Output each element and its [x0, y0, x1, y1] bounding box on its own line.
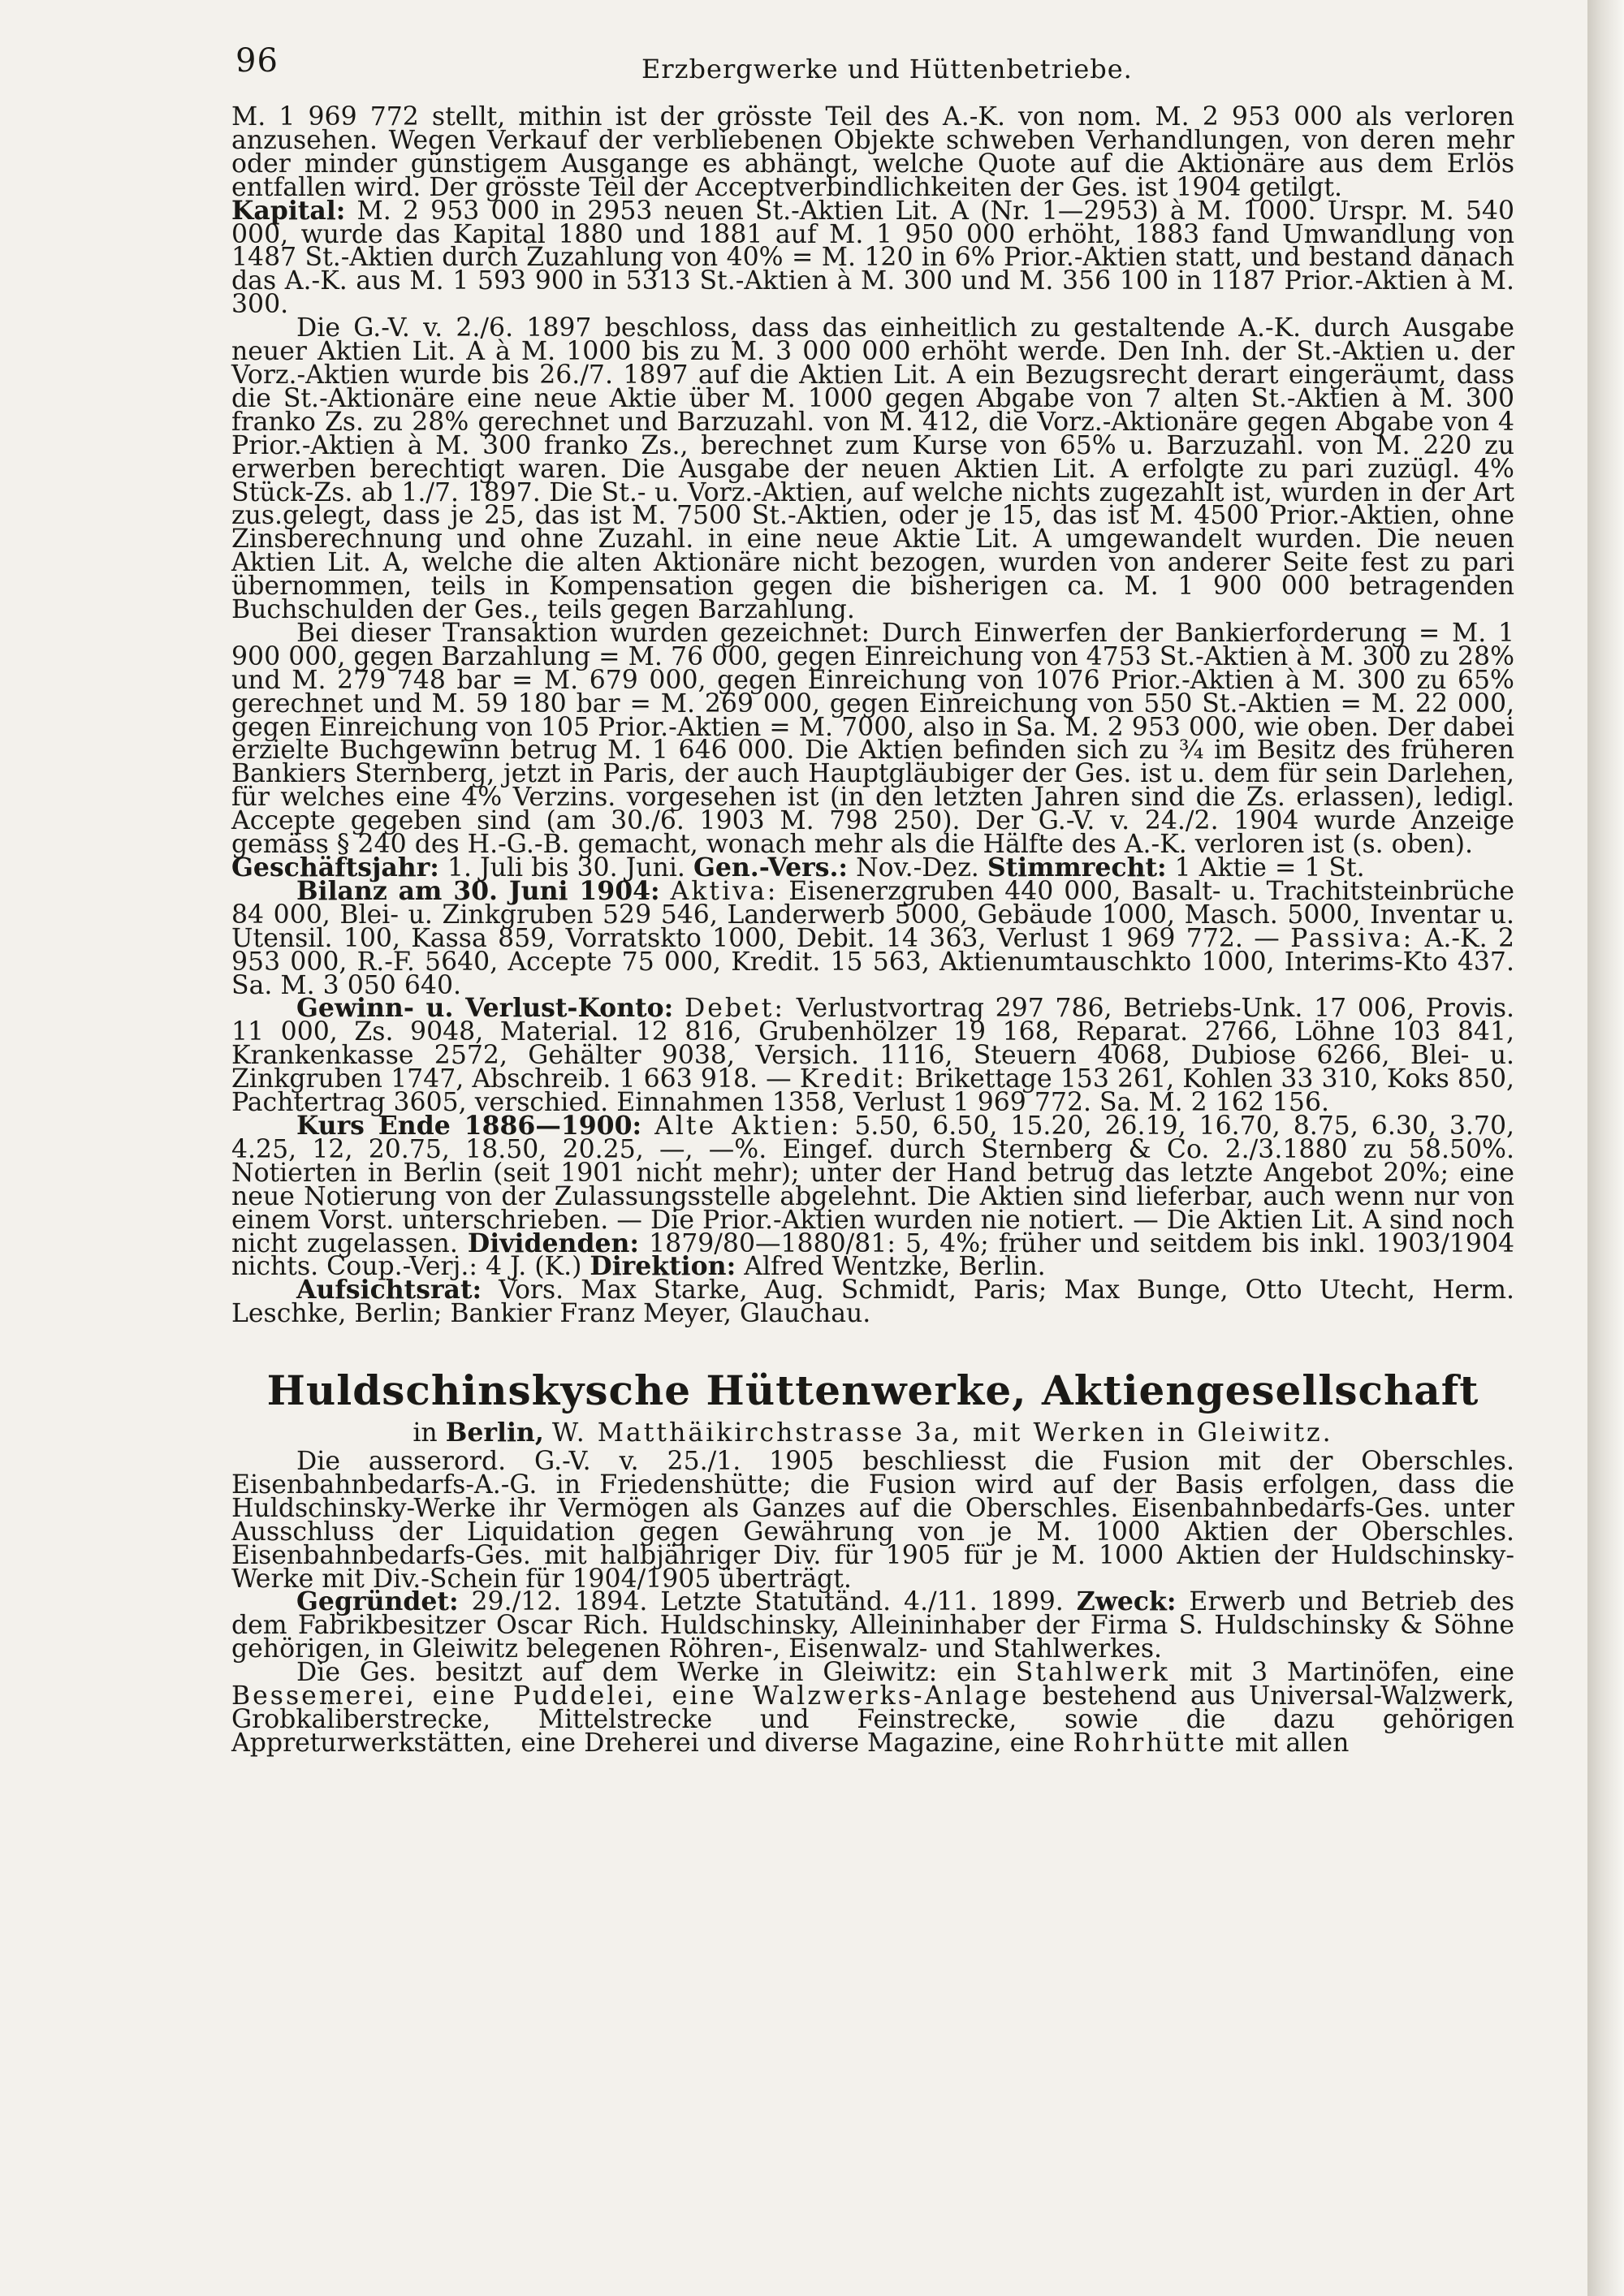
paragraph-gv-1897: Die G.-V. v. 2./6. 1897 beschloss, dass das einheitlich zu gestaltende A.-K. durch Ausgabe neuer Aktien Lit. A à M. 1000 bis zu M. 3 000 000 erhöht werde. Den Inh. der St.-Aktien u. der Vorz.-Aktien wurde bis 26./7. 1897 auf die Aktien Lit. A ein Bezugsrecht derart eingeräumt, dass die St.-Aktionäre eine neue Aktie über M. 1000 gegen Abgabe von 7 alten St.-Aktien à M. 300 franko Zs. zu 28% gerechnet und Barzuzahl. von M. 412, die Vorz.-Aktionäre gegen Abgabe von 4 Prior.-Aktien à M. 300 franko Zs., berechnet zum Kurse von 65% u. Barzuzahl. von M. 220 zu erwerben berechtigt waren. Die Ausgabe der neuen Aktien Lit. A erfolgte zu pari zuzügl. 4% Stück-Zs. ab 1./7. 1897. Die St.- u. Vorz.-Aktien, auf welche nichts zugezahlt ist, wurden in der Art zus.gelegt, dass je 25, das ist M. 7500 St.-Aktien, oder je 15, das ist M. 4500 Prior.-Aktien, ohne Zinsberechnung und ohne Zuzahl. in eine neue Aktie Lit. A umgewandelt wurden. Die neuen Aktien Lit. A, welche die alten Aktionäre nicht bezogen, wurden von anderer Seite fest zu pari übernommen, teils in Kompensation gegen die bisherigen ca. M. 1 900 000 betragenden Buchschulden der Ges., teils gegen Barzahlung.	[231, 313, 1514, 625]
label-kapital: Kapital:	[231, 195, 346, 226]
text-stimmrecht: 1 Aktie = 1 St.	[1174, 853, 1365, 883]
paragraph-fusion: Die ausserord. G.-V. v. 25./1. 1905 beschliesst die Fusion mit der Oberschles. Eisenbahnbedarfs-A.-G. in Friedenshütte; die Fusion wird auf der Basis erfolgen, dass die Huldschinsky-Werke ihr Vermögen als Ganzes auf die Oberschles. Eisenbahnbedarfs-Ges. unter Ausschluss der Liquidation gegen Gewährung von je M. 1000 Aktien der Oberschles. Eisenbahnbedarfs-Ges. mit halbjähriger Div. für 1905 für je M. 1000 Aktien der Huldschinsky-Werke mit Div.-Schein für 1904/1905 überträgt.	[231, 1447, 1514, 1594]
text-passiva: A.-K. 2 953 000, R.-F. 5640, Accepte 75 000, Kredit. 15 563, Aktienumtauschkto 1000, Interims-Kto 437. Sa. M. 3 050 640.	[231, 923, 1515, 1000]
page-header	[235, 42, 1535, 91]
text-bessemerei: Bessemerei, eine Puddelei, eine Walzwerks-Anlage	[231, 1681, 1030, 1711]
company-location	[231, 1418, 1514, 1448]
text-gegruendet: 29./12. 1894. Letzte Statutänd. 4./11. 1899.	[471, 1587, 1064, 1617]
label-guv: Gewinn- u. Verlust-Konto:	[296, 993, 674, 1024]
label-stimmrecht: Stimmrecht:	[987, 852, 1167, 883]
text-direktion: Alfred Wentzke, Berlin.	[744, 1252, 1046, 1282]
paragraph-guv	[231, 993, 1515, 1118]
paragraph-aufsichtsrat	[231, 1275, 1514, 1329]
label-aufsichtsrat: Aufsichtsrat:	[296, 1275, 482, 1306]
label-zweck: Zweck:	[1076, 1586, 1177, 1617]
page-edge	[1587, 0, 1624, 2296]
label-kredit: Kredit:	[799, 1064, 907, 1094]
text-besitz-g: mit allen	[1234, 1728, 1350, 1758]
paragraph-gegruendet	[231, 1586, 1515, 1664]
company-title: Huldschinskysche Hüttenwerke, Aktiengesellschaft	[266, 1366, 1479, 1415]
location-address: W. Matthäikirchstrasse 3a, mit Werken in Gleiwitz.	[551, 1418, 1333, 1448]
text-besitz-a: Die Ges. besitzt auf dem Werke in Gleiwitz: ein	[296, 1658, 996, 1688]
text-geschaeftsjahr: 1. Juli bis 30. Juni.	[447, 853, 685, 883]
text-kurs: 5.50, 6.50, 15.20, 26.19, 16.70, 8.75, 6.30, 3.70, 4.25, 12, 20.75, 18.50, 20.25, —, —%. Eingef. durch Sternberg & Co. 2./3.1880 zu 58.50%. Notierten in Berlin (seit 1901 nicht mehr); unter der Hand betrug das letzte Angebot 20%; eine neue Notierung von der Zulassungsstelle abgelehnt. Die Aktien sind lieferbar, auch wenn nur von einem Vorst. unterschrieben. — Die Prior.-Aktien wurden nie notiert. — Die Aktien Lit. A sind noch nicht zugelassen.	[231, 1111, 1515, 1258]
text-besitz-c: mit 3 Martinöfen, eine	[1189, 1658, 1514, 1688]
label-debet: Debet:	[685, 994, 785, 1024]
text-aufsichtsrat: Vors. Max Starke, Aug. Schmidt, Paris; Max Bunge, Otto Utecht, Herm. Leschke, Berlin; Bankier Franz Meyer, Glauchau.	[231, 1275, 1514, 1329]
label-alte-aktien: Alte Aktien:	[654, 1111, 842, 1141]
text-besitz-e: bestehend aus Universal-Walzwerk, Grobkaliberstrecke, Mittelstrecke und Feinstrecke, sowie die dazu gehörigen Appreturwerkstätten, eine Dreherei und diverse Magazine, eine	[231, 1681, 1515, 1758]
label-dividenden: Dividenden:	[467, 1228, 640, 1258]
label-genvers: Gen.-Vers.:	[693, 852, 849, 883]
label-aktiva: Aktiva:	[670, 876, 779, 906]
text-rohrhuette: Rohrhütte	[1073, 1728, 1227, 1758]
label-geschaeftsjahr: Geschäftsjahr:	[231, 852, 439, 883]
running-head: Erzbergwerke und Hüttenbetriebe.	[641, 54, 1133, 84]
label-passiva: Passiva:	[1290, 923, 1415, 953]
paragraph-bilanz	[231, 875, 1515, 1000]
text-kredit: Brikettage 153 261, Kohlen 33 310, Koks 850, Pachtertrag 3605, verschied. Einnahmen 1358, Verlust 1 969 772. Sa. M. 2 162 156.	[231, 1064, 1515, 1118]
page-number: 96	[235, 42, 279, 80]
location-in: in	[412, 1418, 438, 1448]
paragraph-transaktion: Bei dieser Transaktion wurden gezeichnet: Durch Einwerfen der Bankierforderung = M. 1 900 000, gegen Barzahlung = M. 76 000, gegen Einreichung von 4753 St.-Aktien à M. 300 zu 28% und M. 279 748 bar = M. 679 000, gegen Einreichung von 1076 Prior.-Aktien à M. 300 zu 65% gerechnet und M. 59 180 bar = M. 269 000, gegen Einreichung von 550 St.-Aktien = M. 22 000, gegen Einreichung von 105 Prior.-Aktien = M. 7000, also in Sa. M. 2 953 000, wie oben. Der dabei erzielte Buchgewinn betrug M. 1 646 000. Die Aktien befinden sich zu ¾ im Besitz des früheren Bankiers Sternberg, jetzt in Paris, der auch Hauptgläubiger der Ges. ist u. dem für sein Darlehen, für welches eine 4% Verzins. vorgesehen ist (in den letzten Jahren sind die Zs. erlassen), ledigl. Accepte gegeben sind (am 30./6. 1903 M. 798 250). Der G.-V. v. 24./2. 1904 wurde Anzeige gemäss § 240 des H.-G.-B. gemacht, wonach mehr als die Hälfte des A.-K. verloren ist (s. oben).	[231, 618, 1514, 860]
text-aktiva: Eisenerzgruben 440 000, Basalt- u. Trachitsteinbrüche 84 000, Blei- u. Zinkgruben 529 546, Landerwerb 5000, Gebäude 1000, Masch. 5000, Inventar u. Utensil. 100, Kassa 859, Vorratskto 1000, Debit. 14 363, Verlust 1 969 772. —	[231, 876, 1515, 953]
label-kurs: Kurs Ende 1886—1900:	[296, 1110, 642, 1141]
location-city: Berlin,	[445, 1418, 544, 1448]
paragraph-kapital	[231, 195, 1514, 320]
paragraph-kurs	[231, 1110, 1515, 1282]
text-genvers: Nov.-Dez.	[856, 853, 979, 883]
label-direktion: Direktion:	[590, 1251, 736, 1282]
text-dividenden: 1879/80—1880/81: 5, 4%; früher und seitdem bis inkl. 1903/1904 nichts. Coup.-Verj.: 4 J. (K.)	[231, 1228, 1515, 1282]
label-gegruendet: Gegründet:	[296, 1586, 459, 1617]
paragraph-intro: M. 1 969 772 stellt, mithin ist der grösste Teil des A.-K. von nom. M. 2 953 000 als verloren anzusehen. Wegen Verkauf der verbliebenen Objekte schweben Verhandlungen, von deren mehr oder minder günstigem Ausgange es abhängt, welche Quote auf die Aktionäre aus dem Erlös entfallen wird. Der grösste Teil der Acceptverbindlichkeiten der Ges. ist 1904 getilgt.	[231, 102, 1514, 202]
text-debet: Verlustvortrag 297 786, Betriebs-Unk. 17 006, Provis. 11 000, Zs. 9048, Material. 12 816, Grubenhölzer 19 168, Reparat. 2766, Löhne 103 841, Krankenkasse 2572, Gehälter 9038, Versich. 1116, Steuern 4068, Dubiose 6266, Blei- u. Zinkgruben 1747, Abschreib. 1 663 918. —	[231, 994, 1514, 1094]
label-bilanz: Bilanz am 30. Juni 1904:	[296, 875, 660, 906]
text-kapital: M. 2 953 000 in 2953 neuen St.-Aktien Lit. A (Nr. 1—2953) à M. 1000. Urspr. M. 540 000, wurde das Kapital 1880 und 1881 auf M. 1 950 000 erhöht, 1883 fand Umwandlung von 1487 St.-Aktien durch Zuzahlung von 40% = M. 120 in 6% Prior.-Aktien statt, und bestand danach das A.-K. aus M. 1 593 900 in 5313 St.-Aktien à M. 300 und M. 356 100 in 1187 Prior.-Aktien à M. 300.	[231, 196, 1514, 320]
paragraph-besitz	[231, 1658, 1515, 1758]
text-stahlwerk: Stahlwerk	[1015, 1658, 1170, 1688]
text-zweck: Erwerb und Betrieb des dem Fabrikbesitzer Oscar Rich. Huldschinsky, Alleininhaber der Firma S. Huldschinsky & Söhne gehörigen, in Gleiwitz belegenen Röhren-, Eisenwalz- und Stahlwerkes.	[231, 1587, 1515, 1664]
page-body	[231, 102, 1515, 1758]
